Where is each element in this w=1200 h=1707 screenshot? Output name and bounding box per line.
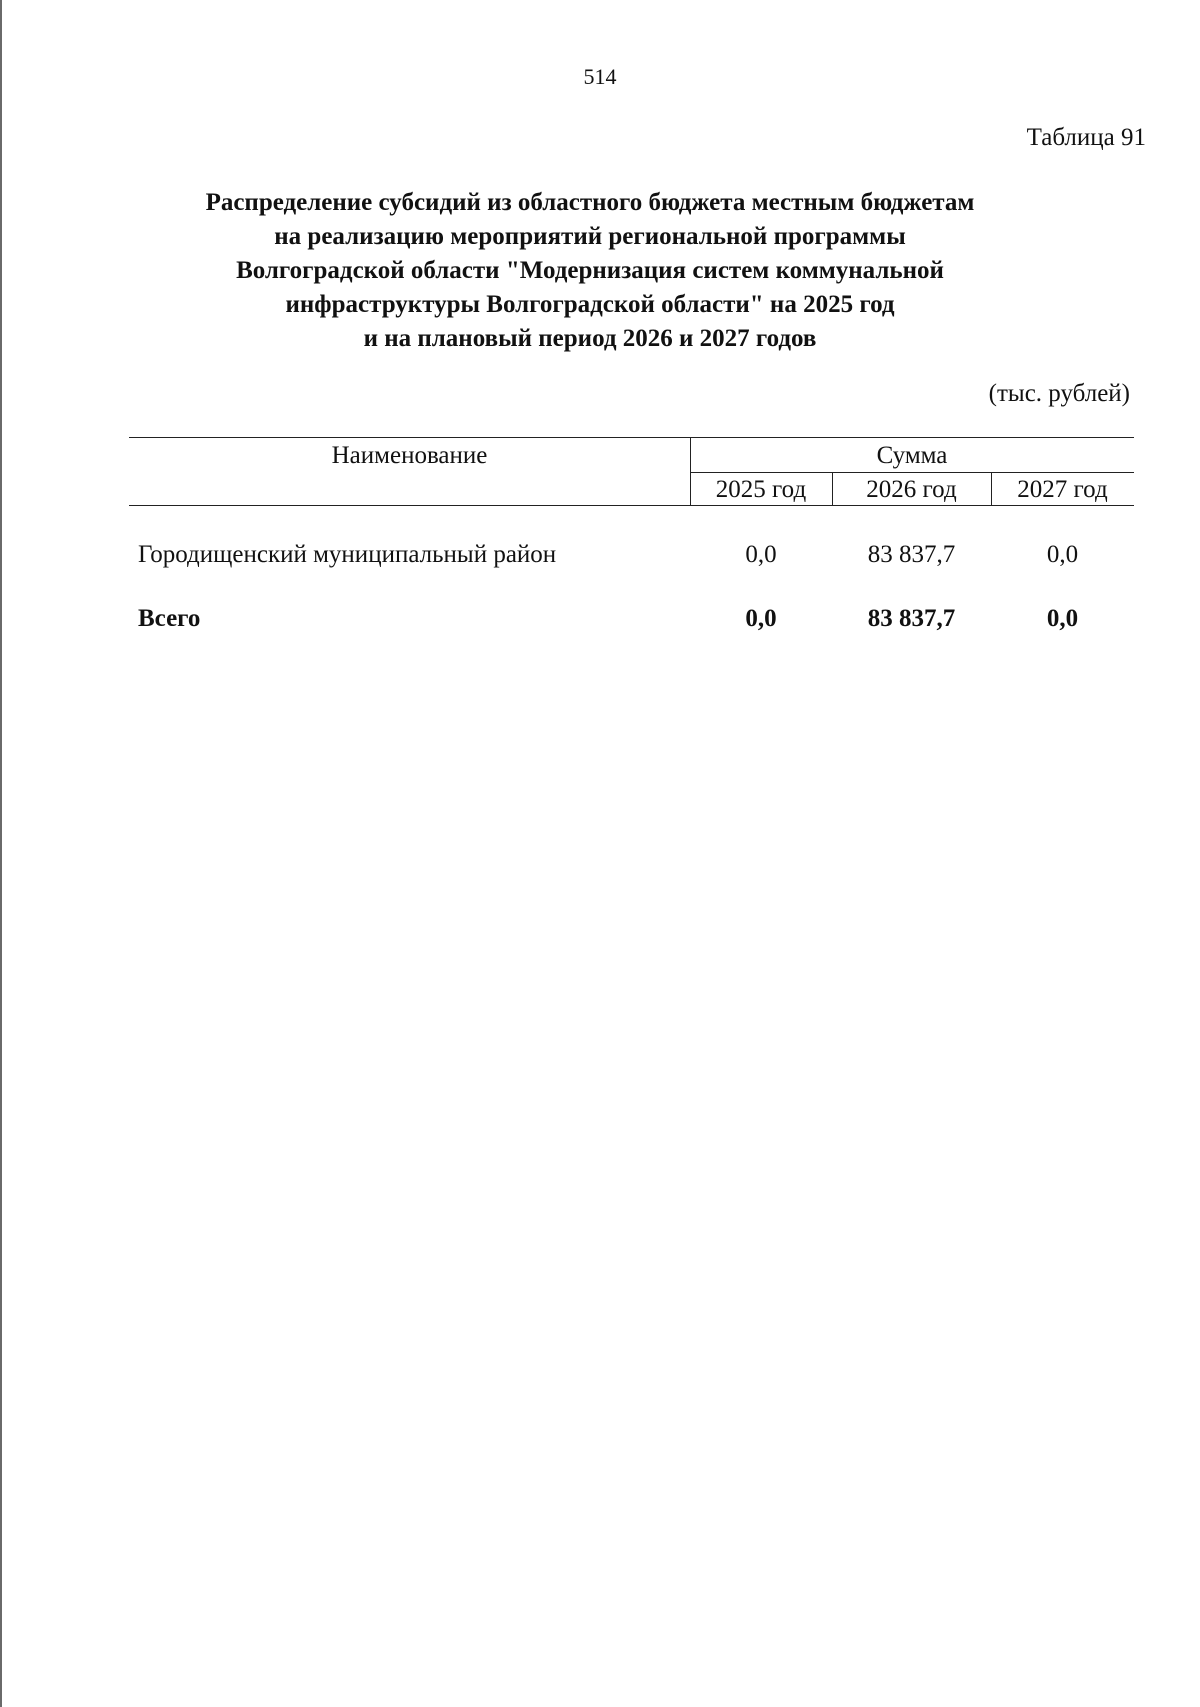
row-value-2025: 0,0 bbox=[745, 541, 777, 568]
scan-edge bbox=[0, 0, 2, 1707]
total-value-2027: 0,0 bbox=[1046, 605, 1079, 632]
row-value-2027: 0,0 bbox=[1046, 541, 1079, 568]
total-value-2025: 0,0 bbox=[745, 605, 777, 632]
units-label: (тыс. рублей) bbox=[988, 380, 1130, 407]
header-name: Наименование bbox=[331, 442, 488, 469]
row-value-2026: 83 837,7 bbox=[867, 541, 956, 568]
title-line: и на плановый период 2026 и 2027 годов bbox=[363, 325, 817, 352]
header-year-2027: 2027 год bbox=[1017, 476, 1108, 503]
table-number: Таблица 91 bbox=[1026, 124, 1146, 151]
table-header-bottom-rule bbox=[129, 505, 1134, 506]
page-number: 514 bbox=[583, 64, 617, 89]
title-line: Волгоградской области "Модернизация систем коммунальной bbox=[236, 257, 944, 284]
total-row-name: Всего bbox=[138, 605, 201, 632]
header-year-2026: 2026 год bbox=[866, 476, 957, 503]
table-top-rule bbox=[129, 437, 1134, 438]
total-value-2026: 83 837,7 bbox=[867, 605, 956, 632]
header-year-2025: 2025 год bbox=[715, 476, 807, 503]
title-line: инфраструктуры Волгоградской области" на 2025 год bbox=[285, 291, 895, 318]
row-name: Городищенский муниципальный район bbox=[138, 541, 557, 568]
header-sum: Сумма bbox=[876, 442, 948, 469]
title-line: на реализацию мероприятий региональной программы bbox=[274, 223, 906, 250]
title-line: Распределение субсидий из областного бюджета местным бюджетам bbox=[205, 189, 975, 216]
document-title bbox=[140, 186, 1040, 356]
sum-subheader-rule bbox=[690, 472, 1134, 473]
